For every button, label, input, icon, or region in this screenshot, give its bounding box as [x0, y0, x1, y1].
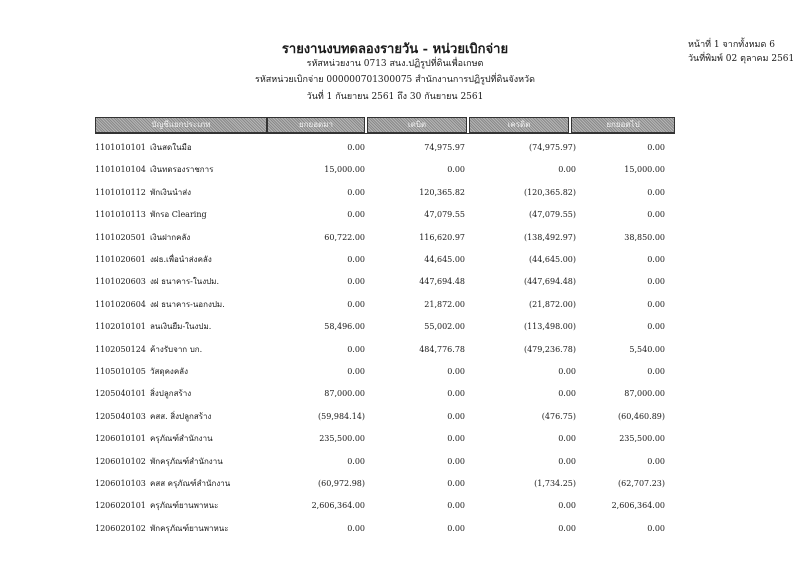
account-code: 1206020102: [95, 523, 146, 533]
table-row: [95, 208, 675, 222]
carried-forward-value: (60,460.89): [618, 411, 665, 421]
debit-value: 484,776.78: [419, 344, 465, 354]
account-name: ลนเงินยืม-ในงปม.: [150, 322, 212, 332]
debit-value: 21,872.00: [424, 299, 465, 309]
debit-value: 120,365.82: [419, 187, 465, 197]
table-row: [95, 320, 675, 334]
carried-forward-value: 2,606,364.00: [611, 501, 665, 511]
table-row: [95, 275, 675, 289]
credit-value: 0.00: [558, 456, 576, 466]
table-row: [95, 231, 675, 245]
credit-value: 0.00: [558, 165, 576, 175]
account-code: 1101010104: [95, 165, 146, 175]
debit-value: 0.00: [447, 479, 465, 488]
account-name: เงินฝากคลัง: [150, 232, 191, 242]
table-row: [95, 343, 675, 357]
carried-forward-value: 0.00: [647, 322, 665, 332]
account-code: 1101020603: [95, 277, 146, 287]
column-header-brought-forward: ยกยอดมา: [267, 117, 365, 133]
table-row: [95, 298, 675, 312]
account-code: 1206020101: [95, 501, 146, 511]
carried-forward-value: 15,000.00: [624, 165, 665, 175]
account-code: 1101010101: [95, 143, 146, 152]
account-name: ครุภัณฑ์ยานพาหนะ: [150, 501, 219, 511]
column-header-account: บัญชีแยกประเภท: [95, 117, 267, 133]
carried-forward-value: 0.00: [647, 299, 665, 309]
account-code: 1101010112: [95, 187, 146, 197]
brought-forward-value: 60,722.00: [324, 232, 365, 242]
unit-line: รหัสหน่วยงาน 0713 สนง.ปฏิรูปที่ดินเพื่อเกษต: [306, 59, 484, 69]
credit-value: (479,236.78): [523, 344, 576, 354]
brought-forward-value: 15,000.00: [324, 165, 365, 175]
debit-value: 0.00: [447, 411, 465, 421]
account-name: วัสดุคงคลัง: [150, 367, 188, 376]
table-row: [95, 477, 675, 491]
table-row: [95, 387, 675, 401]
debit-value: 0.00: [447, 367, 465, 376]
table-header: [95, 117, 675, 133]
page-number: หน้าที่ 1 จากทั้งหมด 6: [688, 40, 775, 50]
print-date: วันที่พิมพ์ 02 ตุลาคม 2561: [688, 54, 795, 64]
carried-forward-value: 38,850.00: [624, 232, 665, 242]
credit-value: (113,498.00): [523, 322, 576, 332]
debit-value: 0.00: [447, 165, 465, 175]
column-header-carried-forward: ยกยอดไป: [571, 117, 675, 133]
account-code: 1205040103: [95, 411, 146, 421]
credit-value: (447,694.48): [523, 277, 576, 287]
table-row: [95, 455, 675, 469]
account-name: ค้างรับจาก บก.: [150, 344, 203, 354]
debit-value: 47,079.55: [424, 210, 465, 220]
credit-value: (138,492.97): [523, 232, 576, 242]
credit-value: 0.00: [558, 389, 576, 399]
carried-forward-value: 0.00: [647, 143, 665, 152]
account-name: พักครุภัณฑ์สำนักงาน: [150, 456, 223, 466]
account-name: งฝธ.เพื่อนำส่งคลัง: [150, 255, 212, 264]
account-name: ครุภัณฑ์สำนักงาน: [150, 434, 213, 444]
credit-value: 0.00: [558, 523, 576, 533]
debit-value: 0.00: [447, 501, 465, 511]
brought-forward-value: 0.00: [347, 143, 365, 152]
carried-forward-value: 0.00: [647, 456, 665, 466]
table-row: [95, 186, 675, 200]
brought-forward-value: 0.00: [347, 210, 365, 220]
account-name: คสส ครุภัณฑ์สำนักงาน: [150, 479, 231, 488]
account-name: พักรอ Clearing: [150, 210, 207, 220]
table-row: [95, 410, 675, 424]
column-header-debit: เดบิต: [367, 117, 467, 133]
table-row: [95, 499, 675, 513]
account-code: 1206010101: [95, 434, 146, 444]
brought-forward-value: 0.00: [347, 456, 365, 466]
account-code: 1101020501: [95, 232, 146, 242]
brought-forward-value: 58,496.00: [324, 322, 365, 332]
account-name: สิ่งปลูกสร้าง: [150, 389, 192, 399]
header-divider: [95, 133, 675, 134]
period-line: วันที่ 1 กันยายน 2561 ถึง 30 กันยายน 2561: [306, 92, 484, 102]
brought-forward-value: 0.00: [347, 255, 365, 264]
brought-forward-value: (60,972.98): [318, 479, 365, 488]
table-row: [95, 432, 675, 446]
account-code: 1105010105: [95, 367, 146, 376]
debit-value: 44,645.00: [424, 255, 465, 264]
credit-value: 0.00: [558, 501, 576, 511]
account-code: 1102050124: [95, 344, 146, 354]
account-name: พักเงินนำส่ง: [150, 187, 191, 197]
table-row: [95, 522, 675, 536]
table-row: [95, 253, 675, 267]
debit-value: 447,694.48: [419, 277, 465, 287]
carried-forward-value: 5,540.00: [629, 344, 665, 354]
carried-forward-value: (62,707.23): [618, 479, 665, 488]
credit-value: (21,872.00): [529, 299, 576, 309]
account-name: เงินทดรองราชการ: [150, 165, 214, 175]
brought-forward-value: 0.00: [347, 187, 365, 197]
account-code: 1101020601: [95, 255, 146, 264]
account-name: งฝ ธนาคาร-ในงปม.: [150, 277, 219, 287]
account-name: งฝ ธนาคาร-นอกงปม.: [150, 299, 225, 309]
brought-forward-value: 0.00: [347, 344, 365, 354]
account-code: 1206010103: [95, 479, 146, 488]
table-row: [95, 163, 675, 177]
account-name: คสส. สิ่งปลูกสร้าง: [150, 411, 212, 421]
brought-forward-value: (59,984.14): [318, 411, 365, 421]
account-name: เงินสดในมือ: [150, 143, 192, 152]
credit-value: (44,645.00): [529, 255, 576, 264]
carried-forward-value: 0.00: [647, 523, 665, 533]
column-header-credit: เครดิต: [469, 117, 569, 133]
debit-value: 55,002.00: [424, 322, 465, 332]
account-code: 1205040101: [95, 389, 146, 399]
carried-forward-value: 0.00: [647, 367, 665, 376]
account-name: พักครุภัณฑ์ยานพาหนะ: [150, 523, 229, 533]
brought-forward-value: 87,000.00: [324, 389, 365, 399]
account-code: 1102010101: [95, 322, 146, 332]
debit-value: 74,975.97: [424, 143, 465, 152]
brought-forward-value: 235,500.00: [319, 434, 365, 444]
account-code: 1101020604: [95, 299, 146, 309]
report-title: รายงานงบทดลองรายวัน - หน่วยเบิกจ่าย: [281, 42, 509, 57]
credit-value: (1,734.25): [534, 479, 576, 488]
credit-value: (476.75): [541, 411, 576, 421]
debit-value: 0.00: [447, 456, 465, 466]
credit-value: 0.00: [558, 367, 576, 376]
carried-forward-value: 0.00: [647, 210, 665, 220]
credit-value: (74,975.97): [529, 143, 576, 152]
brought-forward-value: 0.00: [347, 367, 365, 376]
carried-forward-value: 0.00: [647, 255, 665, 264]
disburse-unit-line: รหัสหน่วยเบิกจ่าย 000000701300075 สำนักงานการปฏิรูปที่ดินจังหวัด: [255, 75, 535, 85]
debit-value: 0.00: [447, 389, 465, 399]
table-row: [95, 141, 675, 155]
debit-value: 116,620.97: [419, 232, 465, 242]
account-code: 1206010102: [95, 456, 146, 466]
credit-value: (120,365.82): [523, 187, 576, 197]
brought-forward-value: 0.00: [347, 299, 365, 309]
carried-forward-value: 87,000.00: [624, 389, 665, 399]
carried-forward-value: 0.00: [647, 277, 665, 287]
credit-value: 0.00: [558, 434, 576, 444]
account-code: 1101010113: [95, 210, 146, 220]
debit-value: 0.00: [447, 523, 465, 533]
brought-forward-value: 0.00: [347, 523, 365, 533]
brought-forward-value: 2,606,364.00: [311, 501, 365, 511]
page-info: [688, 38, 794, 66]
brought-forward-value: 0.00: [347, 277, 365, 287]
carried-forward-value: 0.00: [647, 187, 665, 197]
carried-forward-value: 235,500.00: [619, 434, 665, 444]
credit-value: (47,079.55): [529, 210, 576, 220]
debit-value: 0.00: [447, 434, 465, 444]
table-row: [95, 365, 675, 379]
